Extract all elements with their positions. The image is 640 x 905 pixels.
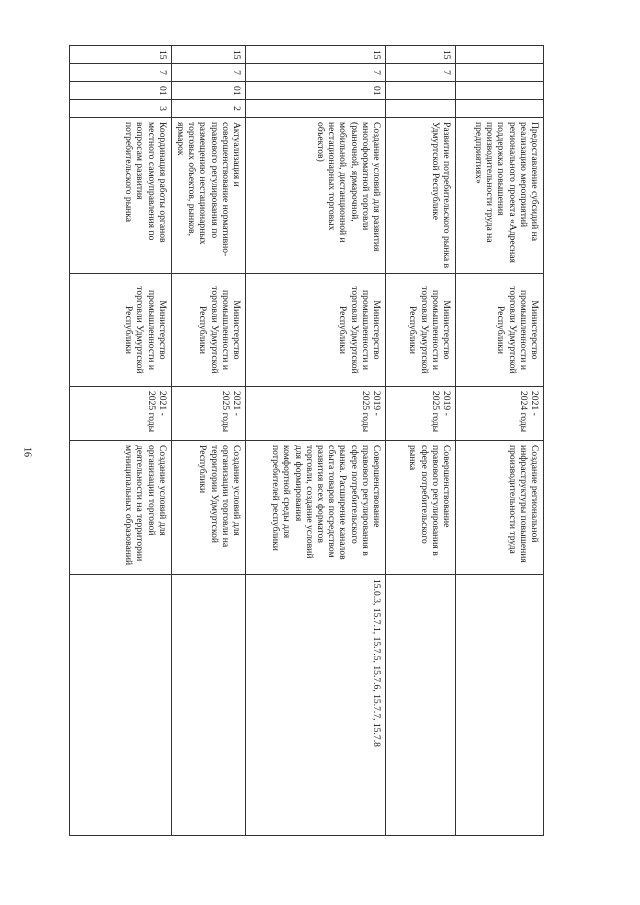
- executor: Министерство промышленности и торговли Удмуртской Республики: [171, 274, 245, 387]
- page-number: 16: [21, 447, 33, 457]
- code-om: [456, 82, 544, 100]
- program-activities-table: [69, 45, 544, 836]
- executor: Министерство промышленности и торговли Удмуртской Республики: [386, 274, 456, 387]
- table-row: [171, 46, 245, 836]
- code-om: 01: [69, 82, 171, 100]
- table-row: [456, 46, 544, 836]
- activity-name: Предоставление субсидий на реализацию мероприятий регионального проекта «Адресная поддержка повышения производительности труда на предприятиях»: [456, 118, 544, 274]
- executor: Министерство промышленности и торговли Удмуртской Республики: [456, 274, 544, 387]
- table-row: [246, 46, 386, 836]
- code-om: 01: [171, 82, 245, 100]
- activity-name: Актуализация и совершенствование нормативно-правового регулирования по размещению нестационарных торговых объектов, рынков, ярмарок: [171, 118, 245, 274]
- activity-name: Создание условий для развития многоформатной торговли (рыночной, ярмарочной, мобильной, дистанционной и нестационарных торговых объектов): [246, 118, 386, 274]
- code-m: [456, 100, 544, 118]
- rotated-table-container: [72, 45, 544, 835]
- expected-result: Создание региональной инфраструктуры повышения производительности труда: [456, 441, 544, 575]
- code-pp: 7: [171, 64, 245, 82]
- executor: Министерство промышленности и торговли Удмуртской Республики: [69, 274, 171, 387]
- code-m: 3: [69, 100, 171, 118]
- term: 2019 - 2025 годы: [386, 387, 456, 441]
- term: 2019 - 2025 годы: [246, 387, 386, 441]
- code-pp: 7: [69, 64, 171, 82]
- code-om: 01: [246, 82, 386, 100]
- code-gp: 15: [69, 46, 171, 64]
- link-indicators: 15.0.3, 15.7.1, 15.7.5, 15.7.6, 15.7.7, 15.7.8: [246, 575, 386, 836]
- code-m: 2: [171, 100, 245, 118]
- link-indicators: [456, 575, 544, 836]
- term: 2021 - 2025 годы: [69, 387, 171, 441]
- code-pp: [456, 64, 544, 82]
- expected-result: Совершенствование правового регулирования в сфере потребительского рынка. Расширение каналов сбыта товаров посредством развития всех форматов торговли, создание условий для формирования комфортной среды для потребителей республики: [246, 441, 386, 575]
- link-indicators: [171, 575, 245, 836]
- executor: Министерство промышленности и торговли Удмуртской Республики: [246, 274, 386, 387]
- code-m: [246, 100, 386, 118]
- link-indicators: [386, 575, 456, 836]
- link-indicators: [69, 575, 171, 836]
- activity-name: Развитие потребительского рынка в Удмуртской Республике: [386, 118, 456, 274]
- code-om: [386, 82, 456, 100]
- code-gp: 15: [386, 46, 456, 64]
- code-gp: 15: [171, 46, 245, 64]
- code-gp: 15: [246, 46, 386, 64]
- code-pp: 7: [386, 64, 456, 82]
- code-gp: [456, 46, 544, 64]
- table-row: [69, 46, 171, 836]
- activity-name: Координация работы органов местного самоуправления по вопросам развития потребительского рынка: [69, 118, 171, 274]
- code-m: [386, 100, 456, 118]
- expected-result: Создание условий для организации торговли на территории Удмуртской Республики: [171, 441, 245, 575]
- term: 2021 - 2025 годы: [171, 387, 245, 441]
- expected-result: Совершенствование правового регулирования в сфере потребительского рынка: [386, 441, 456, 575]
- expected-result: Создание условий для организации торговой деятельности на территории муниципальных образований: [69, 441, 171, 575]
- table-row: [386, 46, 456, 836]
- code-pp: 7: [246, 64, 386, 82]
- term: 2021 - 2024 годы: [456, 387, 544, 441]
